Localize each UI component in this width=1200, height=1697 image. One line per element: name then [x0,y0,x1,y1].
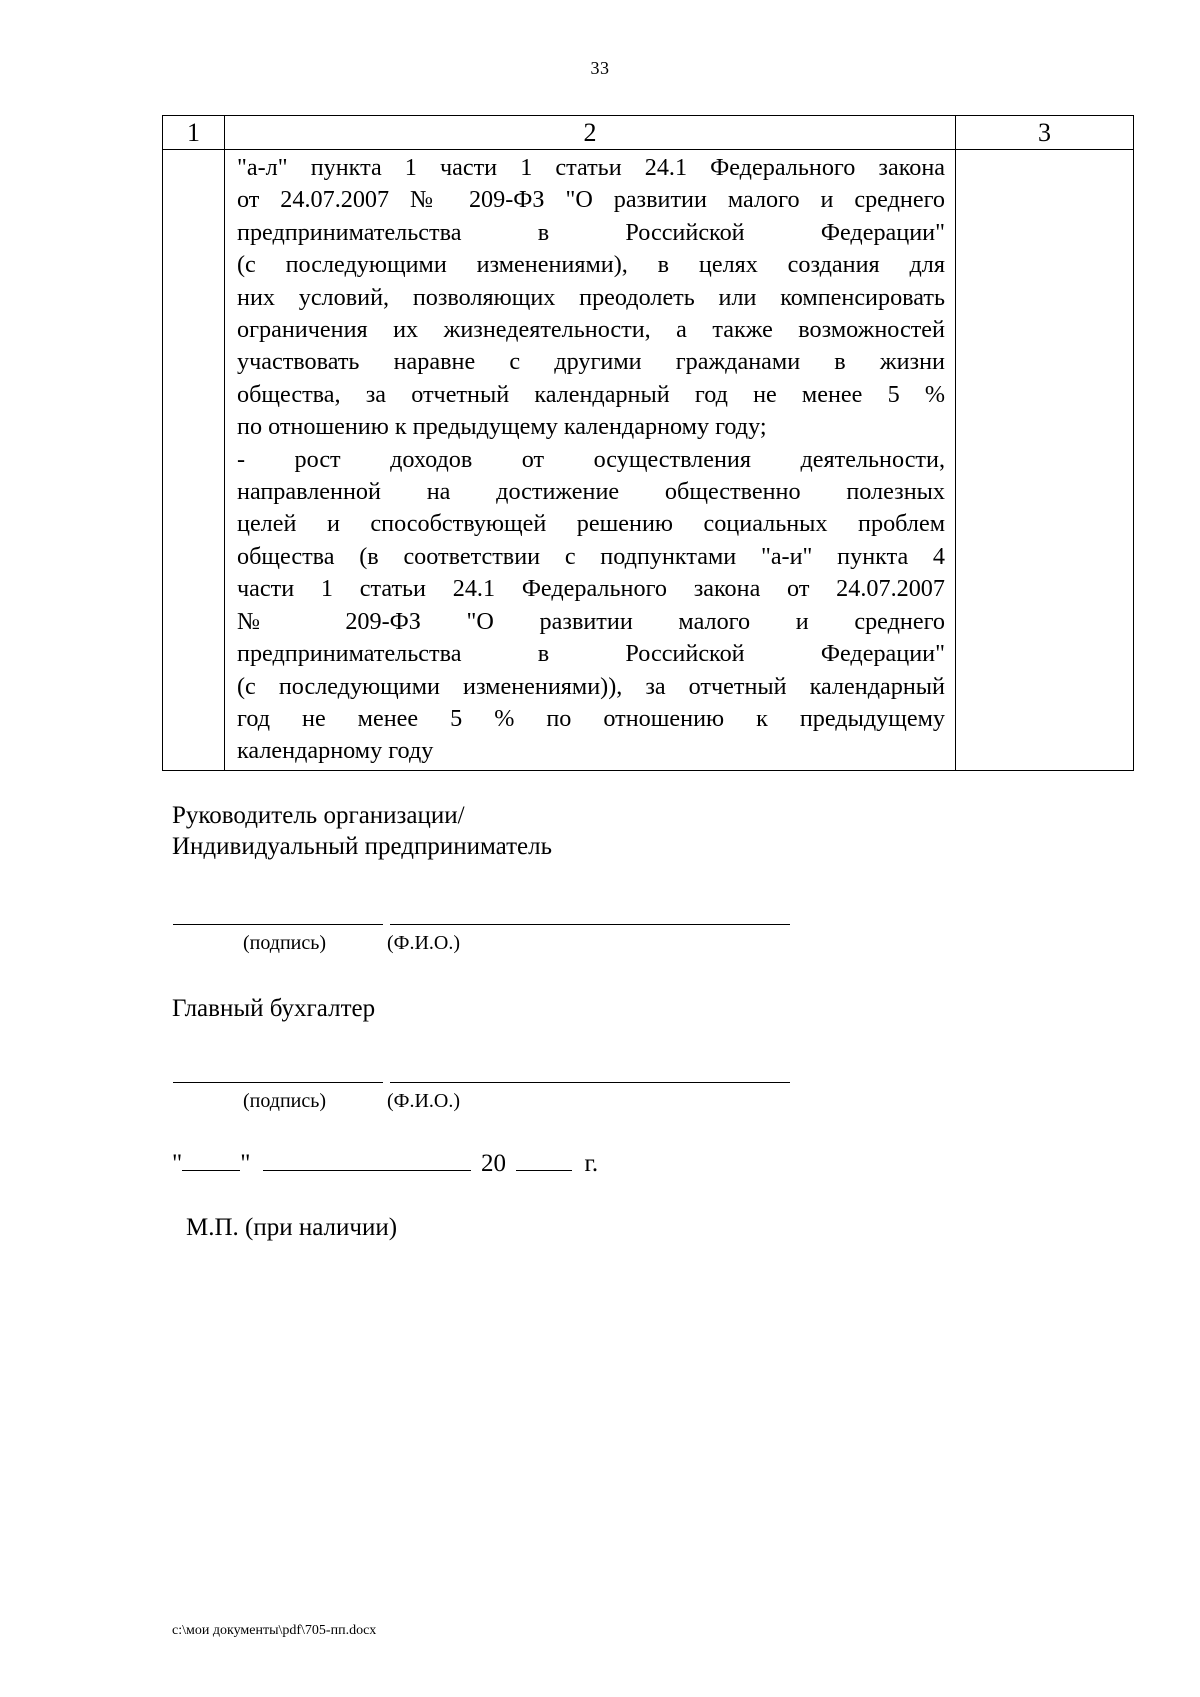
table-row [163,150,1134,771]
accountant-title: Главный бухгалтер [172,995,376,1022]
text-line: - рост доходов от осуществления деятельности, [237,445,945,473]
text-line: части 1 статьи 24.1 Федерального закона от 24.07.2007 [237,575,945,603]
text-line: "а-л" пункта 1 части 1 статьи 24.1 Федерального закона [237,154,945,181]
text-line: предпринимательства в Российской Федерации" [237,640,945,668]
stamp-placeholder: М.П. (при наличии) [186,1214,398,1241]
column-header-3: 3 [956,116,1134,150]
head-title-line1: Руководитель организации/ [172,802,465,829]
date-day-blank [182,1150,240,1171]
text-line: по отношению к предыдущему календарному году; [237,413,767,441]
text-line: участвовать наравне с другими гражданами в жизни [237,348,945,376]
text-line: общества, за отчетный календарный год не менее 5 % [237,380,945,408]
head-title [172,800,552,862]
date-year-suffix: г. [584,1150,599,1177]
table-cell-col1 [163,150,225,771]
text-line: (с последующими изменениями), в целях создания для [237,251,945,279]
head-title-line2: Индивидуальный предприниматель [172,833,552,860]
report-table [162,115,1134,771]
text-line: (с последующими изменениями)), за отчетный календарный [237,672,945,700]
text-line: № 209-ФЗ "О развитии малого и среднего [237,607,945,635]
text-line: ограничения их жизнедеятельности, а также возможностей [237,316,945,344]
accountant-name-caption: (Ф.И.О.) [387,1090,461,1112]
head-signature-caption: (подпись) [243,932,327,954]
text-line: целей и способствующей решению социальных проблем [237,510,945,538]
text-line: общества (в соответствии с подпунктами "а-и" пункта 4 [237,542,945,570]
accountant-name-line [390,1082,790,1083]
text-line: предпринимательства в Российской Федерации" [237,218,945,246]
footer-file-path: c:\мои документы\pdf\705-пп.docx [172,1623,377,1638]
date-line [172,1150,598,1178]
head-signature-line [173,924,383,925]
indicator-description [225,150,955,768]
accountant-signature-line [173,1082,383,1083]
date-year-prefix: 20 [480,1150,506,1177]
date-month-blank [263,1150,471,1171]
accountant-signature-caption: (подпись) [243,1090,327,1112]
column-header-1: 1 [163,116,225,150]
column-header-2: 2 [225,116,956,150]
date-close-quote: " [240,1150,251,1177]
text-line: от 24.07.2007 № 209-ФЗ "О развитии малого и среднего [237,186,945,214]
page-number: 33 [590,58,610,78]
table-cell-col3 [956,150,1134,771]
date-open-quote: " [172,1150,183,1177]
table-cell-col2 [225,150,956,771]
text-line: год не менее 5 % по отношению к предыдущему [237,704,945,732]
head-name-line [390,924,790,925]
text-line: календарному году [237,737,434,765]
text-line: направленной на достижение общественно полезных [237,478,945,506]
date-year-blank [516,1150,572,1171]
text-line: них условий, позволяющих преодолеть или компенсировать [237,283,945,311]
table-header-row [163,116,1134,150]
head-name-caption: (Ф.И.О.) [387,932,461,954]
